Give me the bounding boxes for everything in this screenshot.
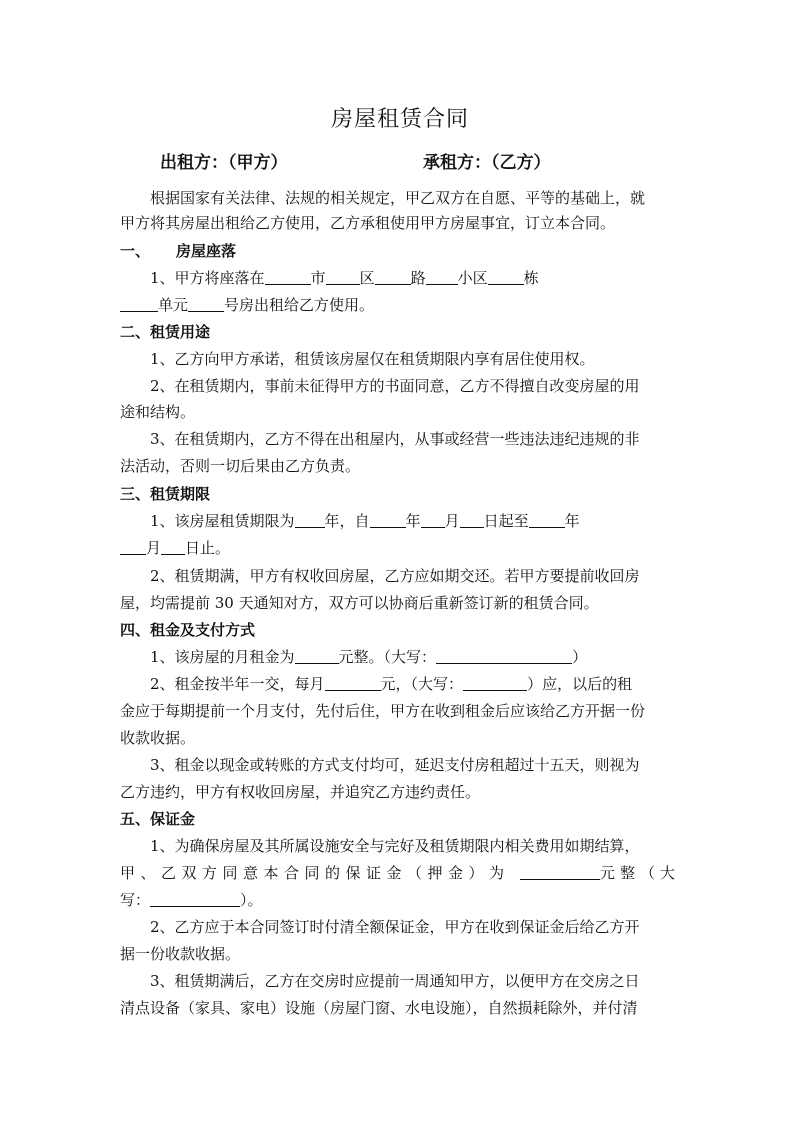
s5-p1-line-2: 甲、乙双方同意本合同的保证金（押金）为 元整（大 bbox=[120, 864, 680, 882]
section-1-title: 房屋座落 bbox=[176, 242, 237, 260]
s5-p2-line-2: 据一份收款收据。 bbox=[120, 945, 241, 963]
section-2-heading: 二、租赁用途 bbox=[120, 323, 211, 341]
s5-p1-line-3: 写： ）。 bbox=[120, 891, 263, 909]
intro-line-1: 根据国家有关法律、法规的相关规定，甲乙双方在自愿、平等的基础上，就 bbox=[150, 189, 646, 207]
s4-p2-line-1: 2、租金按半年一交，每月 元，（大写： ）应，以后的租 bbox=[150, 675, 633, 693]
intro-line-2: 甲方将其房屋出租给乙方使用，乙方承租使用甲方房屋事宜，订立本合同。 bbox=[120, 214, 616, 232]
s4-p3-line-2: 乙方违约，甲方有权收回房屋，并追究乙方违约责任。 bbox=[120, 783, 481, 801]
document-title: 房屋租赁合同 bbox=[330, 107, 469, 132]
s4-p1: 1、该房屋的月租金为 元整。（大写： ） bbox=[150, 648, 588, 666]
s5-p3-line-2: 清点设备（家具、家电）设施（房屋门窗、水电设施），自然损耗除外，并付清 bbox=[120, 999, 638, 1017]
section-3-heading: 三、租赁期限 bbox=[120, 485, 211, 503]
s4-p2-line-3: 收款收据。 bbox=[120, 729, 196, 747]
s4-p3-line-1: 3、租金以现金或转账的方式支付均可，延迟支付房租超过十五天，则视为 bbox=[150, 756, 640, 774]
section-1-number: 一、 bbox=[120, 242, 151, 260]
lessor-label: 出租方：（甲方） bbox=[160, 153, 288, 173]
s2-p3-line-2: 法活动，否则一切后果由乙方负责。 bbox=[120, 457, 361, 475]
s2-p3-line-1: 3、在租赁期内，乙方不得在出租屋内，从事或经营一些违法违纪违规的非 bbox=[150, 430, 640, 448]
s1-line-2: 单元 号房出租给乙方使用。 bbox=[0, 295, 800, 315]
s1-line-1: 1、甲方将座落在 市 区 路 小区 栋 bbox=[150, 269, 539, 287]
s2-p2-line-1: 2、在租赁期内，事前未征得甲方的书面同意，乙方不得擅自改变房屋的用 bbox=[150, 377, 640, 395]
s3-p1-line-2: 月 日止。 bbox=[0, 538, 800, 558]
section-4-heading: 四、租金及支付方式 bbox=[120, 621, 256, 639]
s3-p2-line-1: 2、租赁期满，甲方有权收回房屋，乙方应如期交还。若甲方要提前收回房 bbox=[150, 567, 640, 585]
s5-p3-line-1: 3、租赁期满后，乙方在交房时应提前一周通知甲方，以便甲方在交房之日 bbox=[150, 972, 640, 990]
section-5-heading: 五、保证金 bbox=[120, 810, 196, 828]
s2-p1: 1、乙方向甲方承诺，租赁该房屋仅在租赁期限内享有居住使用权。 bbox=[150, 350, 595, 368]
s5-p1-line-1: 1、为确保房屋及其所属设施安全与完好及租赁期限内相关费用如期结算， bbox=[150, 837, 640, 855]
lessee-label: 承租方：（乙方） bbox=[423, 153, 551, 173]
s2-p2-line-2: 途和结构。 bbox=[120, 403, 196, 421]
s3-p1-line-1: 1、该房屋租赁期限为 年，自 年 月 日起至 年 bbox=[150, 512, 580, 530]
s5-p2-line-1: 2、乙方应于本合同签订时付清全额保证金，甲方在收到保证金后给乙方开 bbox=[150, 918, 640, 936]
s3-p2-line-2: 屋，均需提前 30 天通知对方，双方可以协商后重新签订新的租赁合同。 bbox=[120, 594, 599, 612]
section-1-heading bbox=[0, 241, 800, 261]
s4-p2-line-2: 金应于每期提前一个月支付，先付后住，甲方在收到租金后应该给乙方开据一份 bbox=[120, 702, 646, 720]
